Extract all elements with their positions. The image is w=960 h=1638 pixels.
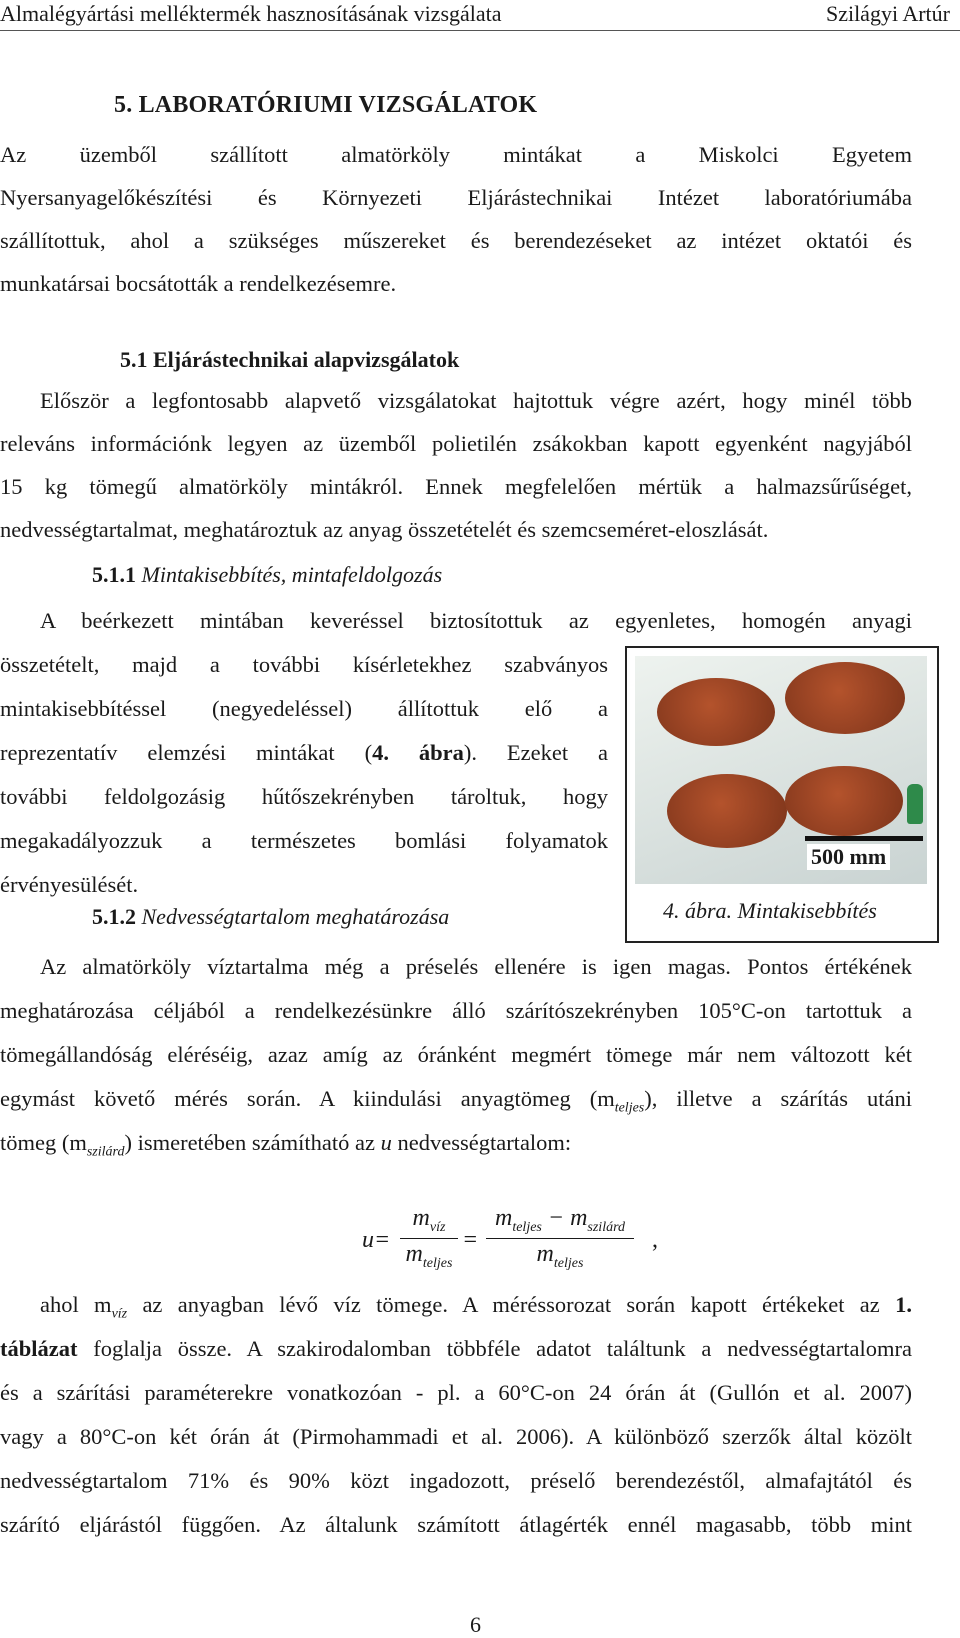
figure-4 (625, 646, 939, 943)
paragraph-line: releváns információnk legyen az üzemből polietilén zsákokban kapott egyenként nagyjából (0, 431, 912, 456)
paragraph-line: Nyersanyagelőkészítési és Környezeti Eljárástechnikai Intézet laboratóriumába (0, 185, 912, 210)
running-header (0, 0, 960, 31)
paragraph-line (0, 1084, 912, 1114)
text-run: ). Ezeket a (463, 740, 609, 765)
subscript: teljes (614, 1100, 645, 1116)
text-run: ), illetve a szárítás utáni (644, 1086, 912, 1111)
paragraph-line: meghatározása céljából a rendelkezésünkre álló szárítószekrényben 105°C-on tartottuk a (0, 998, 912, 1023)
paragraph-line (0, 1290, 912, 1320)
text-run: reprezentatív elemzési mintákat ( (0, 740, 373, 765)
paragraph-line: nedvességtartalom 71% és 90% közt ingadozott, préselő berendezéstől, almafajtától és (0, 1468, 912, 1493)
header-author: Szilágyi Artúr (825, 1, 950, 26)
paragraph-line (0, 738, 608, 768)
header-title: Almalégyártási melléktermék hasznosításának vizsgálata (0, 1, 502, 26)
fraction-denominator: $m_{teljes}$ (536, 1241, 584, 1272)
section-heading-5-1-1 (92, 562, 442, 588)
figure-caption: 4. ábra. Mintakisebbítés (663, 898, 877, 923)
paragraph-line: érvényesülését. (0, 872, 139, 897)
formula-comma: , (652, 1227, 658, 1253)
section-heading-5: 5. LABORATÓRIUMI VIZSGÁLATOK (114, 92, 538, 118)
sample-pile (785, 766, 903, 836)
paragraph-line: tömegállandóság eléréséig, azaz amíg az óránként megmért tömege már nem változott két (0, 1042, 912, 1067)
fraction-denominator: $m_{teljes}$ (405, 1241, 453, 1272)
scale-bar (805, 836, 923, 841)
sample-photo (635, 656, 927, 884)
paragraph-line: megakadályozzuk a természetes bomlási folyamatok (0, 828, 608, 853)
fraction-bar (486, 1238, 634, 1240)
formula-equals: = (462, 1227, 479, 1253)
paragraph-line: nedvességtartalmat, meghatároztuk az anyag összetételét és szemcseméret-eloszlását. (0, 517, 769, 542)
paragraph-line: Először a legfontosabb alapvető vizsgálatokat hajtottuk végre azért, hogy minél több (40, 388, 912, 413)
text-run: ) ismeretében számítható az (124, 1130, 381, 1155)
page-number: 6 (470, 1612, 481, 1637)
spatula (907, 784, 923, 824)
text-run: az anyagban lévő víz tömege. A méréssorozat során kapott értékeket az (127, 1292, 896, 1317)
section-number: 5.1.1 (92, 562, 136, 587)
paragraph-line: és a szárítási paraméterekre vonatkozóan - pl. a 60°C-on 24 órán át (Gullón et al. 2007) (0, 1380, 912, 1405)
paragraph-line (0, 1128, 571, 1158)
sample-pile (657, 678, 775, 746)
subscript: szilárd (86, 1144, 125, 1160)
fraction-numerator: $m_{víz}$ (412, 1205, 446, 1235)
paragraph-line: 15 kg tömegű almatörköly mintákról. Ennek megfelelően mértük a halmazsűrűséget, (0, 474, 912, 499)
formula-lhs: u= (362, 1227, 391, 1253)
sample-pile (667, 774, 787, 848)
text-run: foglalja össze. A szakirodalomban többféle adatot találtunk a nedvességtartalomra (77, 1336, 912, 1361)
subscript: víz (111, 1306, 128, 1322)
section-heading-5-1-2 (92, 904, 449, 930)
sample-pile (785, 662, 905, 734)
table-reference: 1. (895, 1292, 912, 1317)
section-number: 5.1.2 (92, 904, 136, 929)
section-heading-5-1: 5.1 Eljárástechnikai alapvizsgálatok (120, 347, 460, 372)
section-title: Nedvességtartalom meghatározása (141, 904, 450, 929)
table-reference: táblázat (0, 1336, 78, 1361)
fraction-1 (400, 1205, 458, 1272)
paragraph-line: A beérkezett mintában keveréssel biztosítottuk az egyenletes, homogén anyagi (40, 608, 912, 633)
paragraph-line: szárító eljárástól függően. Az általunk számított átlagérték ennél magasabb, több mint (0, 1512, 912, 1537)
text-run: tömeg (m (0, 1130, 87, 1155)
variable-u: u (380, 1130, 392, 1155)
text-run: nedvességtartalom: (391, 1130, 572, 1155)
paragraph-line: további feldolgozásig hűtőszekrényben tároltuk, hogy (0, 784, 608, 809)
paragraph-line: munkatársai bocsátották a rendelkezésemre. (0, 271, 397, 296)
paragraph-line: Az almatörköly víztartalma még a préselés ellenére is igen magas. Pontos értékének (40, 954, 912, 979)
paragraph-line: szállítottuk, ahol a szükséges műszereket és berendezéseket az intézet oktatói és (0, 228, 912, 253)
fraction-bar (400, 1238, 458, 1240)
paragraph-line: vagy a 80°C-on két órán át (Pirmohammadi et al. 2006). A különböző szerzők által közölt (0, 1424, 912, 1449)
fraction-2 (486, 1205, 634, 1272)
text-run: egymást követő mérés során. A kiindulási anyagtömeg (m (0, 1086, 615, 1111)
paragraph-line: mintakisebbítéssel (negyedeléssel) állítottuk elő a (0, 696, 608, 721)
paragraph-line: Az üzemből szállított almatörköly mintákat a Miskolci Egyetem (0, 142, 912, 167)
scale-label: 500 mm (807, 844, 890, 870)
paragraph-line: összetételt, majd a további kísérletekhez szabványos (0, 652, 608, 677)
paragraph-line (0, 1334, 912, 1364)
section-title: Mintakisebbítés, mintafeldolgozás (141, 562, 443, 587)
figure-reference: 4. ábra (372, 740, 464, 765)
fraction-numerator: $m_{teljes} - m_{szilárd}$ (494, 1205, 626, 1235)
text-run: ahol m (40, 1292, 112, 1317)
